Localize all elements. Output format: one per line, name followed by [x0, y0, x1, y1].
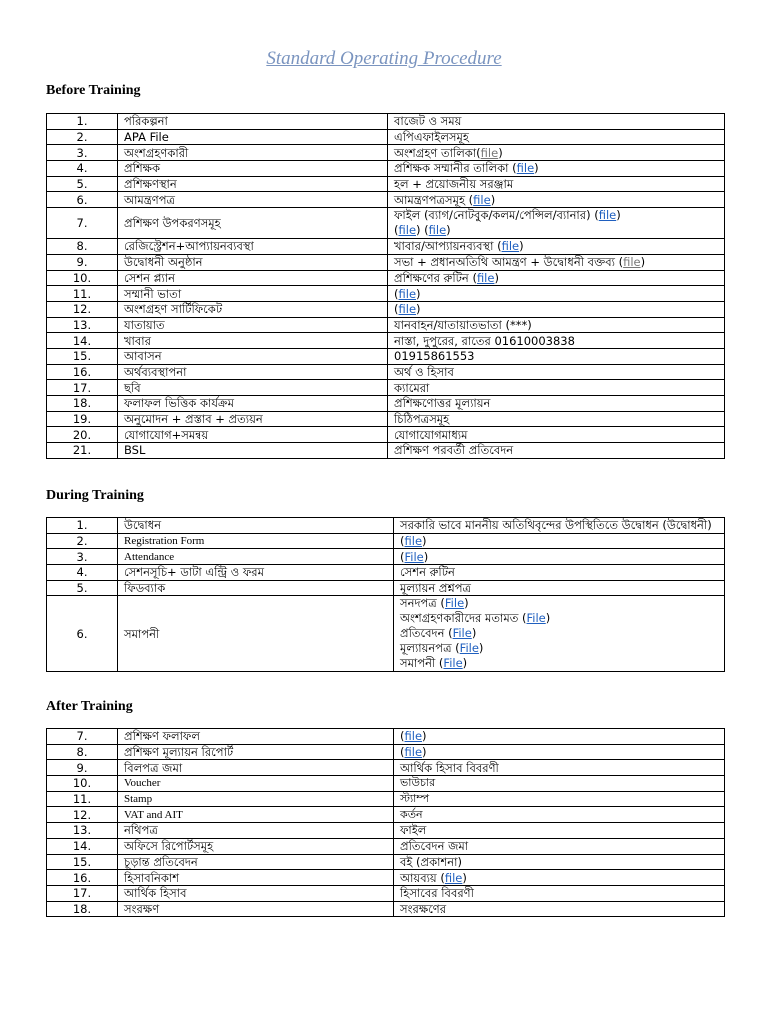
item-cell: আর্থিক হিসাব — [118, 885, 394, 901]
detail-cell — [388, 145, 725, 161]
detail-cell — [394, 870, 725, 886]
file-link[interactable]: file — [398, 302, 417, 317]
table-row — [47, 411, 725, 427]
table-row — [47, 760, 725, 776]
section-heading-during: During Training — [46, 488, 144, 503]
item-cell: খাবার — [118, 333, 388, 349]
row-number: 7. — [47, 208, 118, 239]
item-cell: VAT and AIT — [118, 807, 394, 823]
detail-text: মূল্যায়নপত্র ( — [400, 641, 460, 656]
table-row — [47, 129, 725, 145]
detail-text-tail: ) — [478, 641, 484, 656]
row-number: 10. — [47, 776, 118, 792]
row-number: 1. — [47, 518, 118, 534]
detail-text: খাবার/আপ্যায়নব্যবস্থা ( — [394, 239, 502, 254]
row-number: 17. — [47, 380, 118, 396]
table-row — [47, 333, 725, 349]
table-row — [47, 565, 725, 581]
item-cell: অফিসে রিপোর্টসমূহ — [118, 838, 394, 854]
section-heading-before: Before Training — [46, 83, 141, 98]
table-row — [47, 854, 725, 870]
item-cell: সেশনসূচি+ ডাটা এন্ট্রি ও ফরম — [118, 565, 394, 581]
item-cell: যোগাযোগ+সমন্বয় — [118, 427, 388, 443]
table-row — [47, 729, 725, 745]
detail-cell — [394, 885, 725, 901]
detail-cell — [388, 443, 725, 459]
detail-cell — [388, 192, 725, 208]
detail-text-tail: ) — [494, 270, 499, 285]
item-cell: সম্মানী ভাতা — [118, 286, 388, 302]
row-number: 15. — [47, 348, 118, 364]
row-number: 9. — [47, 760, 118, 776]
item-cell: অংশগ্রহণকারী — [118, 145, 388, 161]
detail-text: আয়ব্যয় ( — [400, 870, 445, 885]
detail-cell — [388, 317, 725, 333]
detail-text: সেশন রুটিন — [400, 565, 455, 580]
item-cell: Attendance — [118, 549, 394, 565]
detail-text: এপিএফাইলসমূহ — [394, 130, 469, 145]
table-row — [47, 443, 725, 459]
detail-text-tail: ) — [534, 161, 539, 176]
row-number: 13. — [47, 823, 118, 839]
detail-text: ফাইল (ব্যাগ/নোটবুক/কলম/পেন্সিল/ব্যানার) ( — [394, 208, 599, 223]
row-number: 6. — [47, 192, 118, 208]
item-cell: প্রশিক্ষণ ফলাফল — [118, 729, 394, 745]
detail-text: ( — [400, 549, 405, 564]
table-row — [47, 145, 725, 161]
file-link[interactable]: file — [398, 223, 417, 238]
row-number: 20. — [47, 427, 118, 443]
file-link[interactable]: file — [501, 239, 520, 254]
row-number: 1. — [47, 114, 118, 130]
detail-cell — [394, 580, 725, 596]
detail-cell — [388, 380, 725, 396]
table-row — [47, 549, 725, 565]
row-number: 5. — [47, 176, 118, 192]
file-link[interactable]: file — [428, 223, 447, 238]
item-cell: ফিডব্যাক — [118, 580, 394, 596]
row-number: 14. — [47, 333, 118, 349]
detail-text: ( — [394, 286, 399, 301]
item-cell: রেজিস্ট্রেশন+আপ্যায়নব্যবস্থা — [118, 239, 388, 255]
detail-text: মূল্যায়ন প্রশ্নপত্র — [400, 581, 471, 596]
detail-text: অংশগ্রহণ তালিকা( — [394, 145, 481, 160]
detail-text: ( — [394, 223, 399, 238]
row-number: 12. — [47, 301, 118, 317]
item-cell: সমাপনী — [118, 596, 394, 672]
detail-text-tail: ) — [519, 239, 524, 254]
table-row — [47, 776, 725, 792]
row-number: 16. — [47, 870, 118, 886]
detail-text-tail: ) — [616, 208, 621, 223]
detail-text: বই (প্রকাশনা) — [400, 854, 462, 869]
item-cell: BSL — [118, 443, 388, 459]
detail-cell — [394, 807, 725, 823]
detail-text: ( — [394, 302, 399, 317]
table-row — [47, 286, 725, 302]
detail-cell — [388, 129, 725, 145]
item-cell: বিলপত্র জমা — [118, 760, 394, 776]
row-number: 3. — [47, 549, 118, 565]
detail-text: চিঠিপত্রসমূহ — [394, 412, 450, 427]
table-row — [47, 791, 725, 807]
item-cell: আমন্ত্রণপত্র — [118, 192, 388, 208]
detail-cell — [388, 348, 725, 364]
detail-text-tail: ) — [446, 223, 451, 238]
detail-text: হিসাবের বিবরণী — [400, 886, 474, 901]
detail-text-tail: ) — [423, 549, 429, 564]
detail-cell — [388, 364, 725, 380]
detail-cell — [388, 239, 725, 255]
table-row — [47, 348, 725, 364]
detail-text: যোগাযোগমাধ্যম — [394, 427, 468, 442]
detail-text: ( — [400, 729, 405, 744]
detail-text: সংরক্ষণের — [400, 901, 447, 916]
detail-text: প্রশিক্ষণ পরবর্তী প্রতিবেদন — [394, 443, 514, 458]
detail-text: সমাপনী ( — [400, 656, 444, 671]
table-row — [47, 823, 725, 839]
table-row — [47, 208, 725, 239]
table-row — [47, 161, 725, 177]
row-number: 8. — [47, 239, 118, 255]
item-cell: প্রশিক্ষণস্থান — [118, 176, 388, 192]
row-number: 19. — [47, 411, 118, 427]
detail-text-tail: ) — [545, 611, 551, 626]
row-number: 4. — [47, 565, 118, 581]
table-row — [47, 885, 725, 901]
row-number: 11. — [47, 791, 118, 807]
detail-cell — [388, 286, 725, 302]
table-row — [47, 380, 725, 396]
file-link[interactable]: File — [452, 626, 472, 641]
table-row — [47, 744, 725, 760]
file-link[interactable]: file — [404, 534, 423, 549]
file-link[interactable]: File — [459, 641, 479, 656]
item-cell: ছবি — [118, 380, 388, 396]
table-row — [47, 870, 725, 886]
item-cell: আবাসন — [118, 348, 388, 364]
detail-text: সভা + প্রধানঅতিথি আমন্ত্রণ + উদ্বোধনী বক্তব্য ( — [394, 255, 624, 270]
detail-text-tail: ) — [422, 745, 427, 760]
row-number: 14. — [47, 838, 118, 854]
item-cell: Voucher — [118, 776, 394, 792]
detail-text-tail: ) — [464, 596, 469, 611]
file-link[interactable]: file — [623, 255, 641, 270]
file-link[interactable]: File — [404, 549, 424, 564]
table-row — [47, 301, 725, 317]
item-cell: সংরক্ষণ — [118, 901, 394, 917]
item-cell: উদ্বোধন — [118, 518, 394, 534]
file-link[interactable]: File — [443, 656, 463, 671]
detail-text: সনদপত্র ( — [400, 596, 445, 611]
detail-text-tail: ) — [490, 192, 496, 207]
detail-text: হল + প্রয়োজনীয় সরঞ্জাম — [394, 177, 514, 192]
file-link[interactable]: file — [398, 286, 417, 301]
row-number: 11. — [47, 286, 118, 302]
table-row — [47, 838, 725, 854]
item-cell: অর্থব্যবস্থাপনা — [118, 364, 388, 380]
detail-text: ক্যামেরা — [394, 380, 430, 395]
row-number: 18. — [47, 396, 118, 412]
item-cell: Stamp — [118, 791, 394, 807]
detail-text-tail: ) — [462, 870, 467, 885]
item-cell: পরিকল্পনা — [118, 114, 388, 130]
detail-text: প্রশিক্ষণোত্তর মূল্যায়ন — [394, 396, 491, 411]
detail-text: কর্তন — [400, 808, 423, 821]
file-link[interactable]: file — [480, 145, 499, 160]
detail-cell — [394, 838, 725, 854]
file-link[interactable]: file — [404, 745, 423, 760]
detail-text: যানবাহন/যাতায়াতভাতা (***) — [394, 317, 532, 332]
detail-text: ফাইল — [400, 823, 427, 838]
item-cell: অনুমোদন + প্রস্তাব + প্রত্যয়ন — [118, 411, 388, 427]
detail-cell — [388, 333, 725, 349]
file-link[interactable]: file — [473, 192, 491, 207]
row-number: 13. — [47, 317, 118, 333]
detail-text: 01915861553 — [394, 349, 475, 364]
detail-text-tail: ) — [471, 626, 477, 641]
detail-text-tail: ) — [416, 302, 421, 317]
detail-text: ) ( — [416, 223, 429, 238]
row-number: 15. — [47, 854, 118, 870]
during-training-table — [46, 517, 725, 672]
detail-cell — [388, 411, 725, 427]
item-cell: প্রশিক্ষক — [118, 161, 388, 177]
file-link[interactable]: File — [444, 596, 465, 611]
table-row — [47, 364, 725, 380]
detail-cell — [388, 208, 725, 239]
table-row — [47, 114, 725, 130]
item-cell: চূড়ান্ত প্রতিবেদন — [118, 854, 394, 870]
item-cell: প্রশিক্ষণ মূল্যায়ন রিপোর্ট — [118, 744, 394, 760]
detail-text: অংশগ্রহণকারীদের মতামত ( — [400, 611, 527, 626]
row-number: 17. — [47, 885, 118, 901]
detail-cell — [394, 901, 725, 917]
table-row — [47, 533, 725, 549]
table-row — [47, 239, 725, 255]
item-cell: APA File — [118, 129, 388, 145]
item-cell: অংশগ্রহণ সার্টিফিকেট — [118, 301, 388, 317]
file-link[interactable]: file — [598, 208, 617, 223]
file-link[interactable]: file — [444, 870, 463, 885]
detail-cell — [394, 729, 725, 745]
detail-cell — [388, 270, 725, 286]
detail-text: আমন্ত্রণপত্রসমূহ ( — [394, 192, 474, 207]
table-row — [47, 596, 725, 672]
detail-cell — [394, 854, 725, 870]
row-number: 2. — [47, 129, 118, 145]
detail-cell — [394, 760, 725, 776]
table-row — [47, 270, 725, 286]
item-cell: Registration Form — [118, 533, 394, 549]
detail-text-tail: ) — [416, 286, 421, 301]
before-training-table — [46, 113, 725, 459]
table-row — [47, 580, 725, 596]
row-number: 16. — [47, 364, 118, 380]
detail-cell — [394, 823, 725, 839]
row-number: 18. — [47, 901, 118, 917]
item-cell: যাতায়াত — [118, 317, 388, 333]
detail-text: নাস্তা, দুপুরের, রাতের 01610003838 — [394, 333, 575, 348]
detail-text-tail: ) — [462, 656, 468, 671]
row-number: 10. — [47, 270, 118, 286]
item-cell: নথিপত্র — [118, 823, 394, 839]
detail-cell — [388, 396, 725, 412]
section-heading-after: After Training — [46, 699, 133, 714]
detail-cell — [394, 791, 725, 807]
detail-text: সরকারি ভাবে মাননীয় অতিথিবৃন্দের উপস্থিতিতে উদ্বোধন (উদ্বোধনী) — [400, 518, 712, 533]
detail-text: ( — [400, 534, 405, 549]
detail-cell — [394, 518, 725, 534]
detail-cell — [394, 533, 725, 549]
detail-text: ( — [400, 745, 405, 760]
detail-cell — [394, 776, 725, 792]
item-cell: হিসাবনিকাশ — [118, 870, 394, 886]
page-title: Standard Operating Procedure — [266, 48, 502, 69]
row-number: 2. — [47, 533, 118, 549]
detail-cell — [388, 427, 725, 443]
detail-text-tail: ) — [640, 255, 646, 270]
row-number: 9. — [47, 254, 118, 270]
detail-text: বাজেট ও সময় — [394, 114, 462, 129]
detail-cell — [394, 744, 725, 760]
row-number: 4. — [47, 161, 118, 177]
row-number: 7. — [47, 729, 118, 745]
item-cell: উদ্বোধনী অনুষ্ঠান — [118, 254, 388, 270]
row-number: 21. — [47, 443, 118, 459]
after-training-table — [46, 728, 725, 917]
detail-cell — [394, 549, 725, 565]
detail-text: প্রশিক্ষণের রুটিন ( — [394, 270, 477, 285]
table-row — [47, 427, 725, 443]
table-row — [47, 396, 725, 412]
table-row — [47, 901, 725, 917]
file-link[interactable]: file — [516, 161, 535, 176]
row-number: 3. — [47, 145, 118, 161]
file-link[interactable]: file — [404, 729, 423, 744]
detail-text: প্রতিবেদন ( — [400, 626, 453, 641]
table-row — [47, 176, 725, 192]
file-link[interactable]: file — [476, 270, 495, 285]
row-number: 8. — [47, 744, 118, 760]
detail-text-tail: ) — [498, 145, 503, 160]
detail-cell — [388, 176, 725, 192]
item-cell: সেশন প্ল্যান — [118, 270, 388, 286]
detail-cell — [388, 161, 725, 177]
table-row — [47, 807, 725, 823]
item-cell: ফলাফল ভিত্তিক কার্যক্রম — [118, 396, 388, 412]
table-row — [47, 518, 725, 534]
detail-text: স্ট্যাম্প — [400, 793, 430, 806]
detail-cell — [388, 114, 725, 130]
detail-text: আর্থিক হিসাব বিবরণী — [400, 760, 499, 775]
table-row — [47, 317, 725, 333]
detail-cell — [394, 596, 725, 672]
item-cell: প্রশিক্ষণ উপকরণসমূহ — [118, 208, 388, 239]
detail-text: প্রশিক্ষক সম্মানীর তালিকা ( — [394, 161, 517, 176]
detail-text: অর্থ ও হিসাব — [394, 364, 454, 379]
detail-text: ভাউচার — [400, 777, 436, 790]
table-row — [47, 254, 725, 270]
detail-text-tail: ) — [422, 534, 427, 549]
detail-cell — [388, 301, 725, 317]
detail-text-tail: ) — [422, 729, 427, 744]
detail-cell — [394, 565, 725, 581]
row-number: 5. — [47, 580, 118, 596]
detail-cell — [388, 254, 725, 270]
file-link[interactable]: File — [526, 611, 546, 626]
row-number: 12. — [47, 807, 118, 823]
table-row — [47, 192, 725, 208]
detail-text: প্রতিবেদন জমা — [400, 839, 469, 854]
row-number: 6. — [47, 596, 118, 672]
